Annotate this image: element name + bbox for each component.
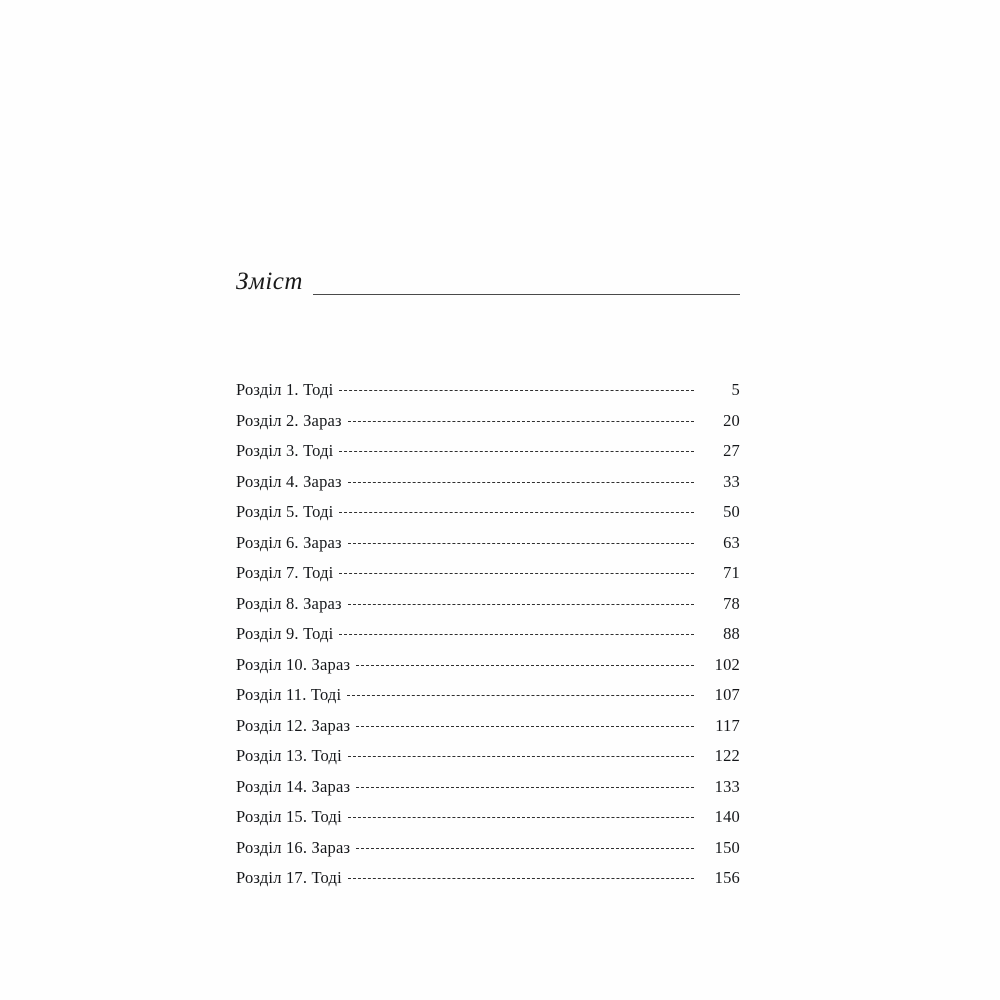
toc-leader-dots (347, 695, 694, 696)
toc-leader-dots (348, 817, 694, 818)
toc-leader-dots (356, 726, 694, 727)
toc-entry[interactable] (236, 777, 740, 808)
toc-leader-dots (356, 787, 694, 788)
toc-entry-page-number: 50 (696, 502, 740, 522)
toc-entry-label: Розділ 7. Тоді (236, 563, 337, 583)
toc-entry-label: Розділ 16. Зараз (236, 838, 354, 858)
toc-entry-page-number: 63 (696, 533, 740, 553)
toc-entry[interactable] (236, 746, 740, 777)
toc-entry-label: Розділ 17. Тоді (236, 868, 346, 888)
toc-leader-dots (339, 451, 694, 452)
toc-entry-label: Розділ 15. Тоді (236, 807, 346, 827)
toc-entry-label: Розділ 11. Тоді (236, 685, 345, 705)
toc-entry[interactable] (236, 563, 740, 594)
toc-entry-label: Розділ 4. Зараз (236, 472, 346, 492)
toc-leader-dots (339, 512, 694, 513)
toc-entry[interactable] (236, 685, 740, 716)
toc-leader-dots (339, 390, 694, 391)
toc-entry[interactable] (236, 411, 740, 442)
toc-entry-page-number: 102 (696, 655, 740, 675)
toc-leader-dots (348, 421, 694, 422)
toc-entry-page-number: 150 (696, 838, 740, 858)
toc-entry-label: Розділ 10. Зараз (236, 655, 354, 675)
toc-entry-page-number: 117 (696, 716, 740, 736)
toc-entry-label: Розділ 3. Тоді (236, 441, 337, 461)
page-title: Зміст (236, 268, 313, 296)
toc-entry-page-number: 27 (696, 441, 740, 461)
toc-leader-dots (348, 482, 694, 483)
toc-entry[interactable] (236, 380, 740, 411)
toc-entry-label: Розділ 2. Зараз (236, 411, 346, 431)
toc-entry-page-number: 122 (696, 746, 740, 766)
toc-entry[interactable] (236, 472, 740, 503)
toc-entry-label: Розділ 9. Тоді (236, 624, 337, 644)
toc-entry-page-number: 78 (696, 594, 740, 614)
toc-leader-dots (348, 604, 694, 605)
toc-entry[interactable] (236, 533, 740, 564)
toc-entry-page-number: 107 (696, 685, 740, 705)
toc-entry[interactable] (236, 502, 740, 533)
toc-entry[interactable] (236, 868, 740, 899)
toc-entry-page-number: 71 (696, 563, 740, 583)
toc-leader-dots (356, 665, 694, 666)
toc-entry[interactable] (236, 594, 740, 625)
toc-entry-label: Розділ 8. Зараз (236, 594, 346, 614)
toc-leader-dots (339, 573, 694, 574)
toc-entry[interactable] (236, 838, 740, 869)
table-of-contents-list (236, 380, 740, 899)
toc-entry-page-number: 33 (696, 472, 740, 492)
toc-entry[interactable] (236, 716, 740, 747)
toc-entry[interactable] (236, 624, 740, 655)
table-of-contents-header (236, 268, 740, 302)
toc-entry-label: Розділ 6. Зараз (236, 533, 346, 553)
toc-entry-label: Розділ 12. Зараз (236, 716, 354, 736)
toc-entry[interactable] (236, 441, 740, 472)
toc-entry-label: Розділ 14. Зараз (236, 777, 354, 797)
toc-entry-page-number: 156 (696, 868, 740, 888)
toc-leader-dots (356, 848, 694, 849)
toc-leader-dots (348, 756, 694, 757)
toc-entry-page-number: 140 (696, 807, 740, 827)
toc-leader-dots (348, 543, 694, 544)
toc-entry-label: Розділ 1. Тоді (236, 380, 337, 400)
toc-entry-page-number: 88 (696, 624, 740, 644)
toc-entry-page-number: 20 (696, 411, 740, 431)
toc-leader-dots (339, 634, 694, 635)
toc-entry[interactable] (236, 655, 740, 686)
toc-entry-label: Розділ 13. Тоді (236, 746, 346, 766)
toc-entry-page-number: 5 (696, 380, 740, 400)
toc-entry-label: Розділ 5. Тоді (236, 502, 337, 522)
toc-entry-page-number: 133 (696, 777, 740, 797)
toc-entry[interactable] (236, 807, 740, 838)
toc-leader-dots (348, 878, 694, 879)
